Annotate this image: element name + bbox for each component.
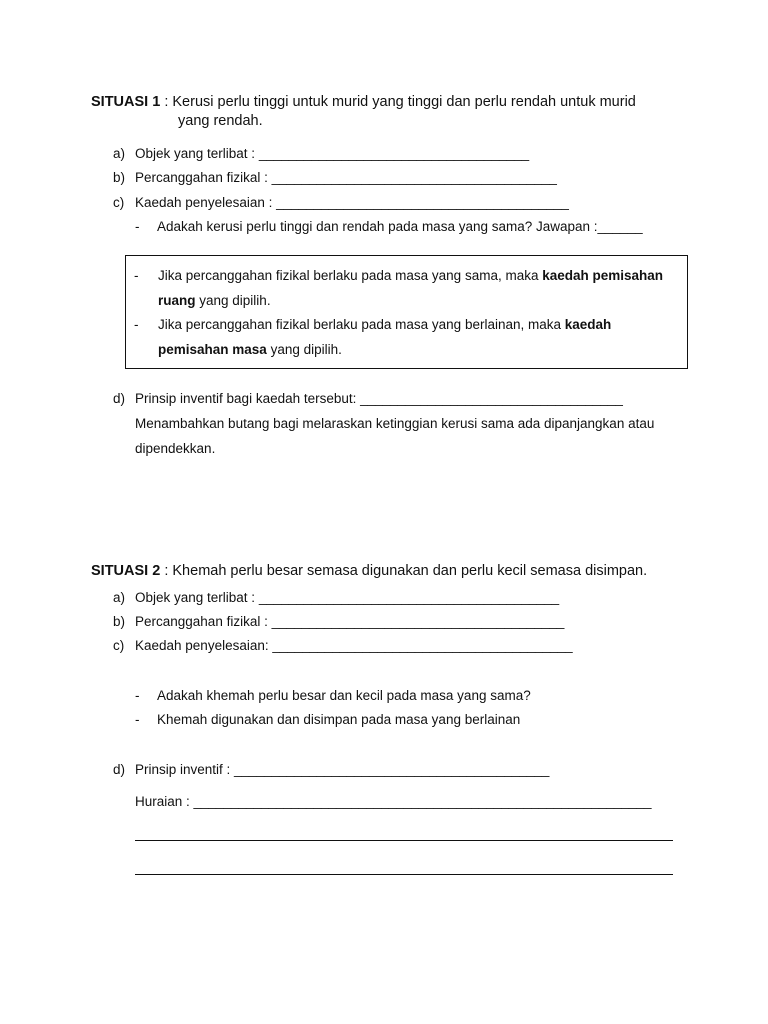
answer-rule-1 bbox=[135, 840, 673, 841]
item-letter: b) bbox=[113, 170, 126, 185]
item-text: Percanggahan fizikal : _______________________________________ bbox=[135, 614, 565, 629]
bullet-dash: - bbox=[135, 219, 140, 234]
item-text: Objek yang terlibat : ________________________________________ bbox=[135, 590, 560, 605]
note-bold: kaedah pemisahan bbox=[542, 268, 664, 283]
bullet-dash: - bbox=[135, 688, 140, 703]
situasi1-item-b bbox=[113, 170, 557, 185]
item-text: Prinsip inventif : __________________________________________ bbox=[135, 762, 550, 777]
situasi1-item-d bbox=[113, 391, 623, 406]
situasi1-answer-line2: dipendekkan. bbox=[135, 441, 216, 456]
situasi1-label: SITUASI 1 bbox=[91, 94, 161, 110]
situasi2-bullet-2 bbox=[135, 712, 520, 727]
situasi1-item-c bbox=[113, 195, 569, 210]
note-text: Jika percanggahan fizikal berlaku pada masa yang sama, maka bbox=[158, 268, 543, 283]
situasi1-question bbox=[135, 219, 643, 234]
question-text: Adakah kerusi perlu tinggi dan rendah pada masa yang sama? Jawapan :______ bbox=[157, 219, 643, 234]
item-letter: c) bbox=[113, 638, 125, 653]
situasi2-label: SITUASI 2 bbox=[91, 563, 161, 579]
bullet-dash: - bbox=[134, 268, 139, 283]
item-text: Prinsip inventif bagi kaedah tersebut: ___________________________________ bbox=[135, 391, 623, 406]
note-text: Jika percanggahan fizikal berlaku pada masa yang berlainan, maka bbox=[158, 317, 565, 332]
situasi2-huraian: Huraian : _____________________________________________________________ bbox=[135, 794, 652, 809]
situasi2-separator: : bbox=[160, 563, 173, 579]
item-letter: b) bbox=[113, 614, 126, 629]
situasi2-item-b bbox=[113, 614, 564, 629]
note-text: yang dipilih. bbox=[266, 342, 342, 357]
item-letter: d) bbox=[113, 391, 126, 406]
situasi2-bullet-1 bbox=[135, 688, 531, 703]
note-text: yang dipilih. bbox=[195, 293, 271, 308]
item-letter: d) bbox=[113, 762, 126, 777]
situasi2-title: Khemah perlu besar semasa digunakan dan perlu kecil semasa disimpan. bbox=[172, 563, 648, 579]
situasi2-heading bbox=[91, 563, 647, 579]
item-text: Objek yang terlibat : ____________________________________ bbox=[135, 146, 530, 161]
answer-rule-2 bbox=[135, 874, 673, 875]
situasi1-item-a bbox=[113, 146, 529, 161]
item-text: Kaedah penyelesaian: ________________________________________ bbox=[135, 638, 573, 653]
bullet-text: Khemah digunakan dan disimpan pada masa yang berlainan bbox=[157, 712, 521, 727]
situasi2-item-c bbox=[113, 638, 573, 653]
bullet-dash: - bbox=[135, 712, 140, 727]
situasi1-heading bbox=[91, 94, 636, 110]
item-letter: a) bbox=[113, 146, 126, 161]
item-letter: c) bbox=[113, 195, 125, 210]
note-line3 bbox=[134, 317, 611, 332]
situasi1-separator: : bbox=[160, 94, 173, 110]
note-line2 bbox=[158, 293, 271, 308]
situasi1-title-line1: Kerusi perlu tinggi untuk murid yang tinggi dan perlu rendah untuk murid bbox=[172, 94, 636, 110]
item-text: Kaedah penyelesaian : _______________________________________ bbox=[135, 195, 569, 210]
note-box bbox=[125, 255, 688, 369]
note-bold: ruang bbox=[158, 293, 196, 308]
situasi1-title-line2: yang rendah. bbox=[178, 113, 263, 129]
situasi2-item-a bbox=[113, 590, 559, 605]
item-text: Percanggahan fizikal : ______________________________________ bbox=[135, 170, 557, 185]
bullet-dash: - bbox=[134, 317, 139, 332]
note-bold: kaedah bbox=[564, 317, 612, 332]
bullet-text: Adakah khemah perlu besar dan kecil pada masa yang sama? bbox=[157, 688, 531, 703]
note-line1 bbox=[134, 268, 663, 283]
situasi2-item-d bbox=[113, 762, 549, 777]
note-bold: pemisahan masa bbox=[158, 342, 267, 357]
situasi1-answer-line1: Menambahkan butang bagi melaraskan ketinggian kerusi sama ada dipanjangkan atau bbox=[135, 416, 655, 431]
item-letter: a) bbox=[113, 590, 126, 605]
note-line4 bbox=[158, 342, 342, 357]
